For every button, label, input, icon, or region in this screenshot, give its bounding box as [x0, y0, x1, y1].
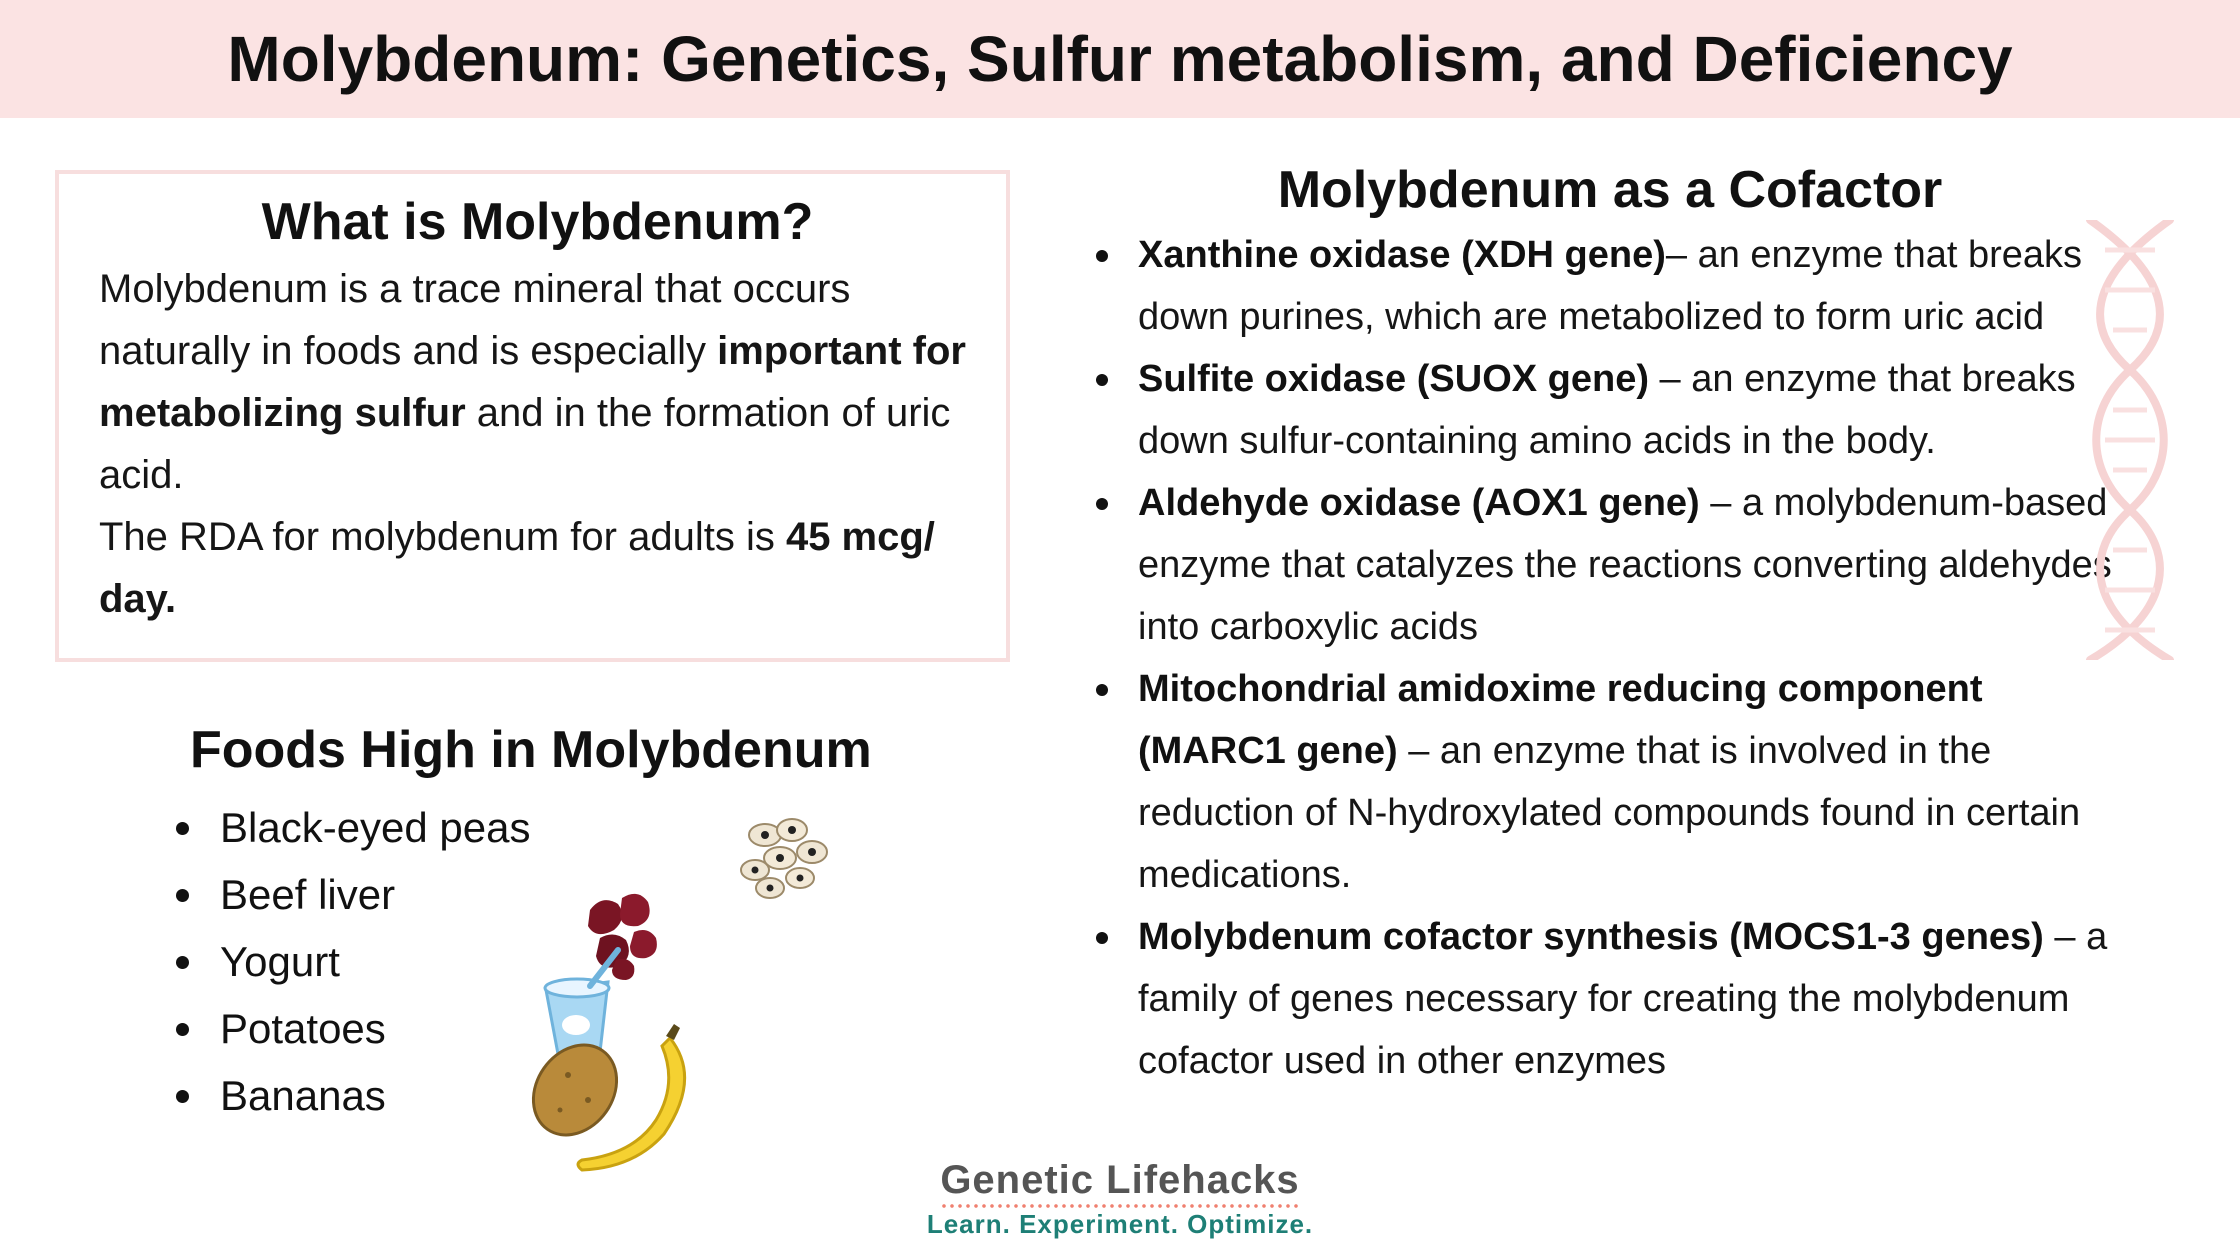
cofactor-heading: Molybdenum as a Cofactor [1277, 161, 1943, 219]
foods-section [150, 720, 890, 1129]
enzyme-description: – a molybdenum-based enzyme that catalyzes the reactions converting aldehydes into carboxylic acids [1138, 482, 2112, 648]
enzyme-name: Molybdenum cofactor synthesis (MOCS1-3 genes) [1138, 916, 2044, 958]
list-item [1138, 348, 2140, 472]
enzyme-name: Mitochondrial amidoxime reducing component (MARC1 gene) [1138, 668, 1983, 772]
list-item [1138, 906, 2140, 1092]
yogurt-icon [545, 950, 618, 1058]
title-banner [0, 0, 2240, 118]
rda-paragraph [99, 506, 976, 630]
foods-heading: Foods High in Molybdenum [190, 721, 872, 779]
black-eyed-peas-icon [741, 819, 827, 898]
enzyme-description: – an enzyme that is involved in the reduction of N-hydroxylated compounds found in certain medications. [1138, 730, 2081, 896]
enzyme-description: – a family of genes necessary for creating the molybdenum cofactor used in other enzymes [1138, 916, 2108, 1082]
rda-text: The RDA for molybdenum for adults is [99, 515, 786, 559]
intro-text-2: and in the formation of uric acid. [99, 391, 951, 497]
list-item [1138, 224, 2140, 348]
beef-liver-icon [588, 894, 657, 980]
intro-bold-1: important for metabolizing sulfur [99, 329, 966, 435]
enzyme-name: Aldehyde oxidase (AOX1 gene) [1138, 482, 1700, 524]
intro-box [55, 170, 1010, 662]
dna-helix-icon [2075, 220, 2185, 660]
brand-name: Genetic Lifehacks [940, 1158, 1300, 1202]
cofactor-section [1080, 160, 2140, 1092]
food-illustrations [530, 800, 890, 1180]
enzyme-name: Sulfite oxidase (SUOX gene) [1138, 358, 1649, 400]
enzyme-description: – an enzyme that breaks down sulfur-containing amino acids in the body. [1138, 358, 2076, 462]
rda-value: 45 mcg/ day. [99, 515, 935, 621]
intro-text-1: Molybdenum is a trace mineral that occurs naturally in foods and is especially [99, 267, 851, 373]
page-title: Molybdenum: Genetics, Sulfur metabolism, and Deficiency [227, 23, 2013, 95]
brand-logo [900, 1158, 1340, 1240]
list-item: Bananas [220, 1062, 890, 1129]
list-item: Yogurt [220, 928, 890, 995]
list-item: Black-eyed peas [220, 794, 890, 861]
list-item [1138, 472, 2140, 658]
potato-icon [530, 1029, 634, 1151]
intro-paragraph [99, 258, 976, 506]
brand-tagline: Learn. Experiment. Optimize. [926, 1209, 1314, 1239]
intro-heading: What is Molybdenum? [261, 193, 814, 251]
cofactor-list [1080, 224, 2140, 1092]
list-item: Beef liver [220, 861, 890, 928]
list-item: Potatoes [220, 995, 890, 1062]
enzyme-name: Xanthine oxidase (XDH gene) [1138, 234, 1666, 276]
list-item [1138, 658, 2140, 906]
enzyme-description: – an enzyme that breaks down purines, which are metabolized to form uric acid [1138, 234, 2083, 338]
